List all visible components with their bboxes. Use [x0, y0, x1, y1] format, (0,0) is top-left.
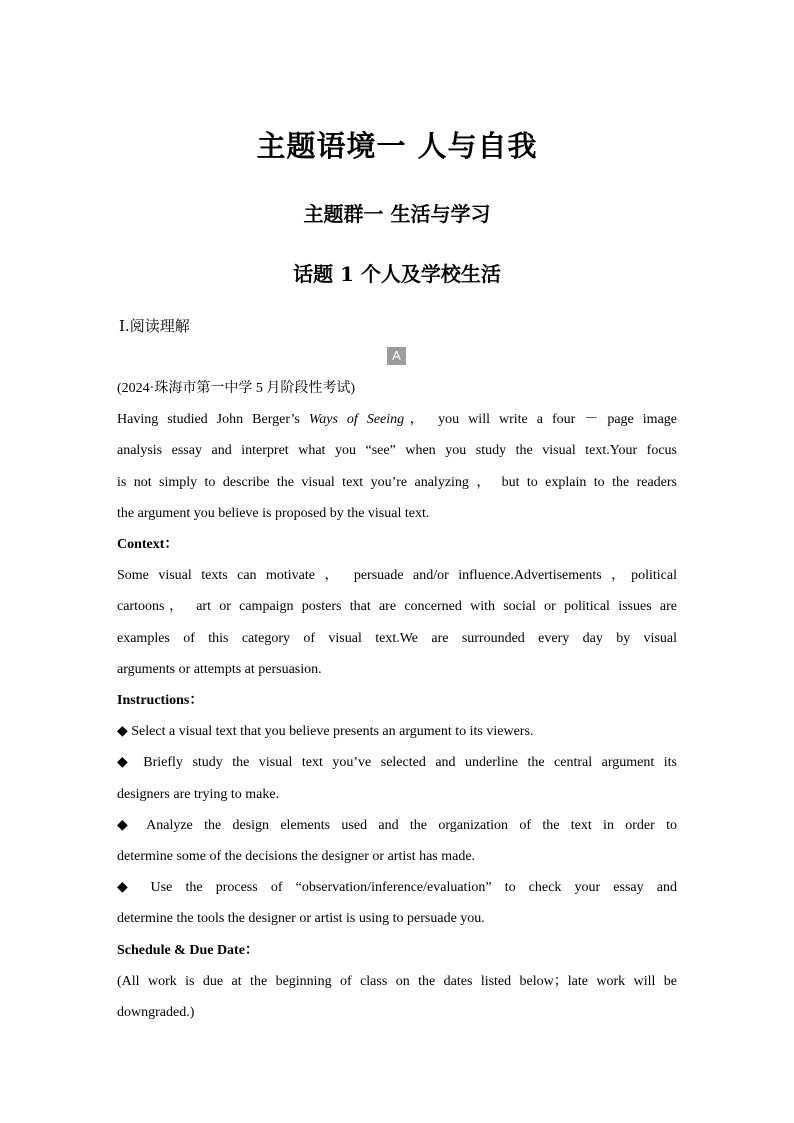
instruction-bullet-cont: designers are trying to make.: [117, 786, 280, 802]
passage-badge: A: [387, 347, 406, 365]
theme-title: 主题语境一 人与自我: [256, 129, 538, 163]
context-line: cartoons， art or campaign posters that are concerned with social or political issues are: [117, 599, 677, 615]
context-line: arguments or attempts at persuasion.: [117, 661, 322, 677]
schedule-line: (All work is due at the beginning of class on the dates listed below；late work will be: [117, 973, 677, 989]
passage-body: [117, 373, 677, 1028]
schedule-line: downgraded.): [117, 1005, 195, 1021]
intro-line-4: the argument you believe is proposed by the visual text.: [117, 505, 430, 521]
instruction-bullet-cont: determine some of the decisions the designer or artist has made.: [117, 849, 476, 865]
intro-line-3: is not simply to describe the visual text you’re analyzing ， but to explain to the readers: [117, 474, 677, 490]
intro-line-1: Having studied John Berger’s Ways of Seeing， you will write a four － page image: [117, 412, 677, 428]
context-line: Some visual texts can motivate ， persuade and/or influence.Advertisements ，political: [117, 568, 677, 584]
instructions-heading: Instructions：: [117, 693, 204, 709]
instruction-bullet-cont: determine the tools the designer or artist is using to persuade you.: [117, 911, 485, 927]
section-heading: Ⅰ.阅读理解: [119, 317, 190, 335]
instruction-bullet: ◆ Briefly study the visual text you’ve selected and underline the central argument its: [117, 755, 677, 771]
instruction-bullet: ◆ Use the process of “observation/inference/evaluation” to check your essay and: [117, 880, 677, 896]
source-line: (2024·珠海市第一中学 5 月阶段性考试): [117, 381, 355, 396]
topic-title: 话题 1 个人及学校生活: [293, 262, 501, 286]
instruction-bullet: ◆ Select a visual text that you believe presents an argument to its viewers.: [117, 724, 534, 740]
intro-line-2: analysis essay and interpret what you “see” when you study the visual text.Your focus: [117, 443, 677, 459]
theme-group-title: 主题群一 生活与学习: [303, 202, 491, 226]
instruction-bullet: ◆ Analyze the design elements used and the organization of the text in order to: [117, 817, 677, 833]
book-title: Ways of Seeing: [308, 412, 405, 428]
context-line: examples of this category of visual text.We are surrounded every day by visual: [117, 630, 677, 646]
schedule-heading: Schedule & Due Date：: [117, 942, 259, 958]
context-heading: Context：: [117, 537, 179, 553]
